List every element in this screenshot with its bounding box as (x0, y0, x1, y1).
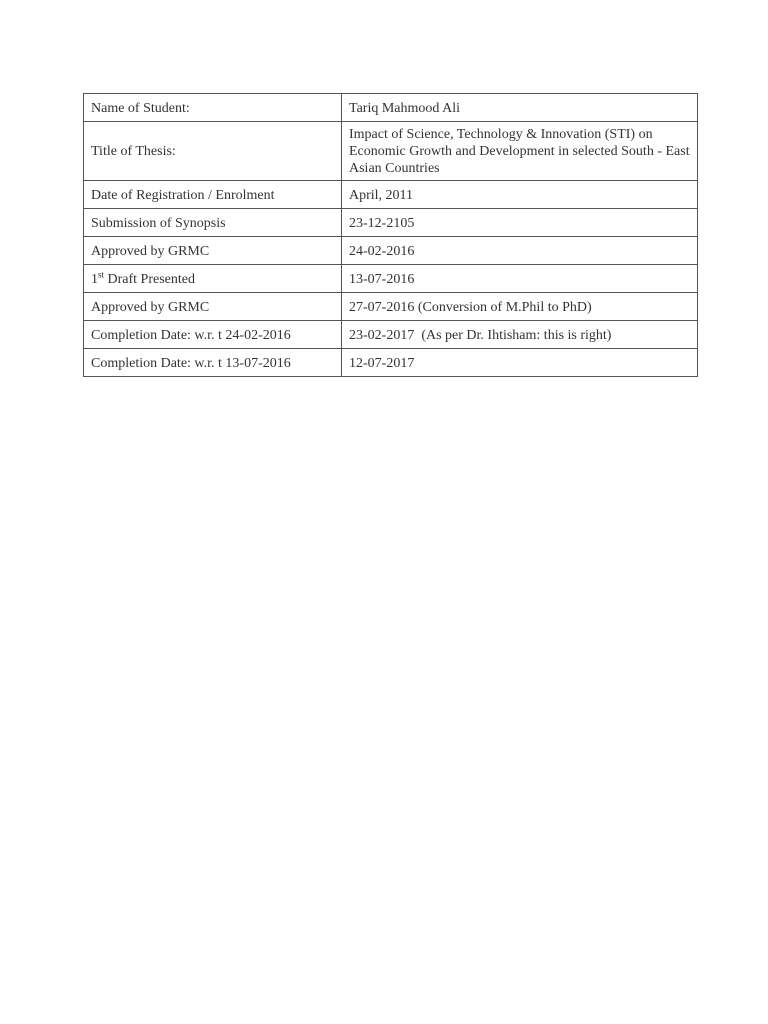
draft-label-text: Draft Presented (104, 271, 195, 287)
row-label-student-name: Name of Student: (84, 94, 342, 122)
table-row (84, 237, 698, 265)
row-label-grmc-approval-1: Approved by GRMC (84, 237, 342, 265)
ordinal-number: 1 (91, 271, 98, 287)
row-value-student-name: Tariq Mahmood Ali (342, 94, 698, 122)
row-value-completion-date-2: 12-07-2017 (342, 349, 698, 377)
row-label-first-draft (84, 265, 342, 293)
table-row (84, 293, 698, 321)
row-label-grmc-approval-2: Approved by GRMC (84, 293, 342, 321)
table-row (84, 122, 698, 181)
row-value-first-draft: 13-07-2016 (342, 265, 698, 293)
row-value-grmc-approval-1: 24-02-2016 (342, 237, 698, 265)
row-value-grmc-approval-2: 27-07-2016 (Conversion of M.Phil to PhD) (342, 293, 698, 321)
table-row (84, 209, 698, 237)
table-row (84, 181, 698, 209)
row-label-completion-date-2: Completion Date: w.r. t 13-07-2016 (84, 349, 342, 377)
row-label-thesis-title: Title of Thesis: (84, 122, 342, 181)
row-value-registration-date: April, 2011 (342, 181, 698, 209)
row-label-completion-date-1: Completion Date: w.r. t 24-02-2016 (84, 321, 342, 349)
row-value-thesis-title: Impact of Science, Technology & Innovation (STI) on Economic Growth and Development in selected South - East Asian Countries (342, 122, 698, 181)
row-label-synopsis-submission: Submission of Synopsis (84, 209, 342, 237)
table-row (84, 349, 698, 377)
table-row (84, 321, 698, 349)
table-row (84, 265, 698, 293)
ordinal-suffix: st (98, 268, 105, 279)
row-value-completion-date-1: 23-02-2017 (As per Dr. Ihtisham: this is right) (342, 321, 698, 349)
row-value-synopsis-submission: 23-12-2105 (342, 209, 698, 237)
thesis-info-table (83, 93, 698, 377)
row-label-registration-date: Date of Registration / Enrolment (84, 181, 342, 209)
table-row (84, 94, 698, 122)
